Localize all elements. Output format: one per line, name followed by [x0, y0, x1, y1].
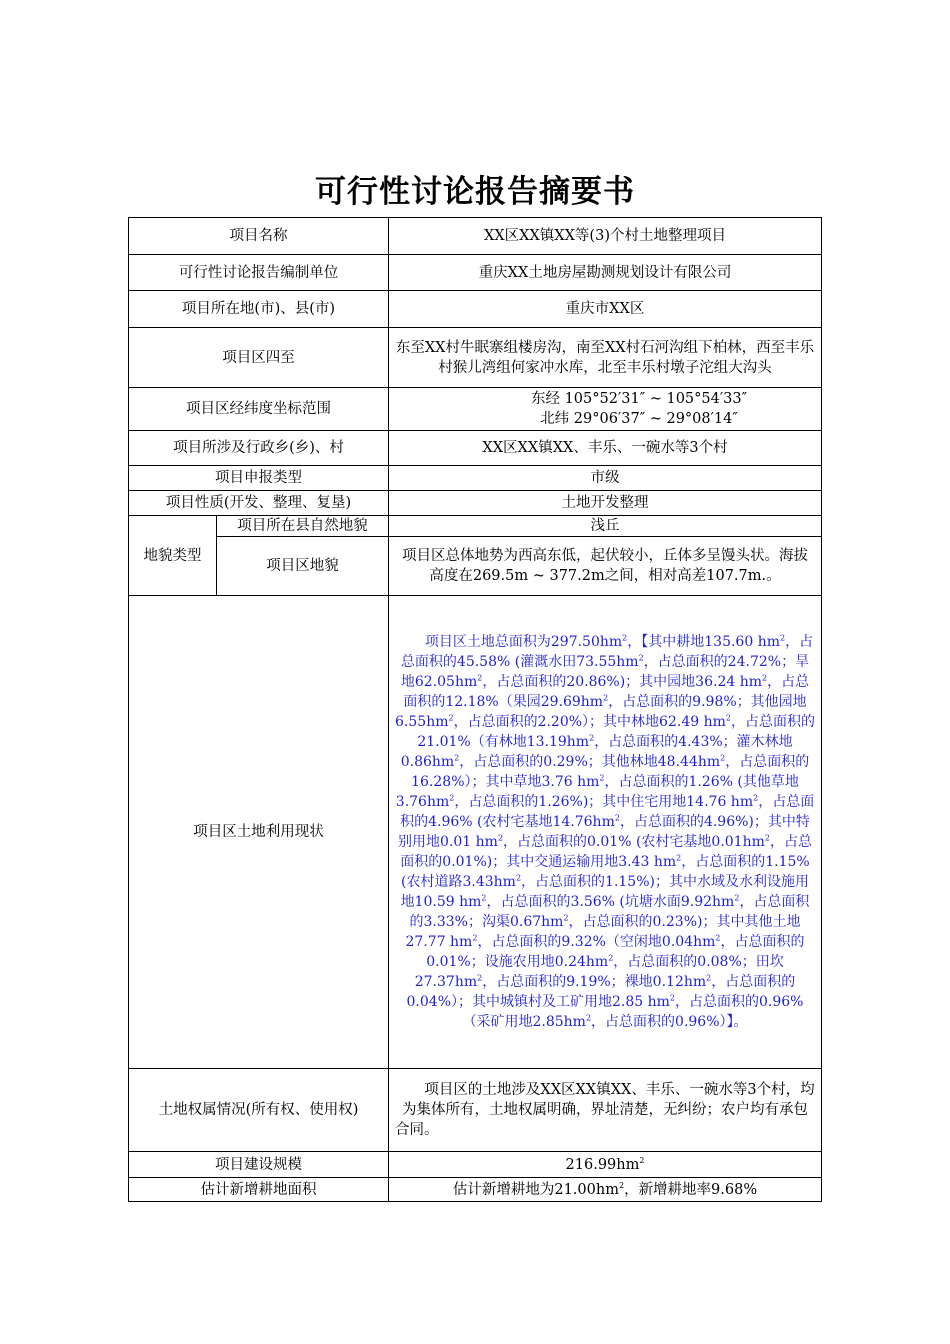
unit-superscript: 2 [603, 693, 609, 703]
row-landform-area [129, 537, 822, 596]
value-new-farmland [389, 1178, 822, 1202]
value-project-nature: 土地开发整理 [389, 491, 822, 516]
unit-superscript: 2 [454, 753, 460, 763]
land-use-segment: ，占总面积的0.96%（采矿用地2.85hm [462, 994, 804, 1030]
value-land-use [389, 596, 822, 1069]
latitude-range: 北纬 29°06′37″ ~ 29°08′14″ [540, 411, 738, 427]
document-title: 可行性讨论报告摘要书 [315, 174, 635, 210]
land-use-segment: ，占总面积的0.01% (农村宅基地0.01hm [503, 834, 765, 850]
land-use-segment: ，占总面积的0.08%；田坎27.37hm [414, 954, 784, 990]
unit-superscript: 2 [449, 793, 455, 803]
row-land-use [129, 596, 822, 1069]
label-location: 项目所在地(市)、县(市) [129, 291, 389, 328]
land-use-segment: ，占总面积的2.20%）；其中林地62.49 hm [453, 714, 726, 730]
unit-superscript: 2 [676, 853, 682, 863]
new-farmland-unit-sup: 2 [618, 1180, 625, 1190]
land-use-segment: ，占总面积的3.33%；沟渠0.67hm [409, 894, 810, 930]
label-project-nature: 项目性质(开发、整理、复垦) [129, 491, 389, 516]
label-area-landform: 项目区地貌 [217, 537, 389, 596]
land-use-segment: ，占总面积的9.19%；裸地0.12hm [482, 974, 707, 990]
unit-superscript: 2 [622, 633, 628, 643]
land-use-segment: ，占总面积的9.32%（空闲地0.04hm [477, 934, 716, 950]
unit-superscript: 2 [563, 913, 569, 923]
label-project-name: 项目名称 [129, 218, 389, 255]
label-coordinates: 项目区经纬度坐标范围 [129, 388, 389, 431]
unit-superscript: 2 [608, 953, 614, 963]
land-use-segment: ，占总面积的0.96%）】。 [591, 1014, 748, 1030]
land-use-segment: ，占总面积的1.26% (其他草地3.76hm [395, 774, 799, 810]
unit-superscript: 2 [477, 973, 483, 983]
unit-superscript: 2 [585, 1013, 592, 1023]
unit-superscript: 2 [515, 873, 522, 883]
unit-superscript: 2 [477, 673, 483, 683]
new-farmland-area: 估计新增耕地为21.00hm [452, 1181, 619, 1198]
unit-superscript: 2 [706, 973, 712, 983]
label-boundary: 项目区四至 [129, 328, 389, 388]
unit-superscript: 2 [481, 893, 487, 903]
land-use-segment: ，占总面积的16.28%）；其中草地3.76 hm [411, 754, 810, 790]
land-use-segment: ，占总面积的1.15%)；其中水域及水利设施用地10.59 hm [400, 874, 809, 910]
land-use-segment: 项目区土地总面积为297.50hm [424, 634, 623, 650]
land-use-segment: ，占总面积的4.96%)；其中特别用地0.01 hm [398, 814, 810, 850]
row-build-scale [129, 1152, 822, 1178]
land-use-paragraph [395, 632, 815, 1032]
land-use-segment: ，占总面积的0.29%；其他林地48.44hm [459, 754, 721, 770]
unit-superscript: 2 [764, 833, 770, 843]
row-declare-type [129, 466, 822, 491]
label-admin-villages: 项目所涉及行政乡(乡)、村 [129, 431, 389, 466]
build-scale-number: 216.99hm [565, 1156, 640, 1173]
new-farmland-rate: ，新增耕地率9.68% [624, 1181, 758, 1198]
unit-superscript: 2 [472, 933, 478, 943]
unit-superscript: 2 [725, 713, 731, 723]
value-area-landform: 项目区总体地势为西高东低，起伏较小，丘体多呈馒头状。海拔高度在269.5m ~ 377.2m之间，相对高差107.7m.。 [389, 537, 822, 596]
row-project-nature [129, 491, 822, 516]
land-use-segment: ，占总面积的3.56% (坑塘水面9.92hm [486, 894, 735, 910]
build-scale-unit-sup: 2 [639, 1155, 645, 1165]
row-compile-unit [129, 255, 822, 291]
unit-superscript: 2 [720, 753, 726, 763]
unit-superscript: 2 [762, 673, 768, 683]
label-compile-unit: 可行性讨论报告编制单位 [129, 255, 389, 291]
unit-superscript: 2 [734, 893, 740, 903]
row-landform-county [129, 516, 822, 537]
unit-superscript: 2 [780, 633, 786, 643]
land-use-segment: ，占总面积的20.86%)；其中园地36.24 hm [482, 674, 763, 690]
value-admin-villages: XX区XX镇XX、丰乐、一碗水等3个村 [389, 431, 822, 466]
label-county-landform: 项目所在县自然地貌 [217, 516, 389, 537]
summary-table [128, 217, 822, 1202]
label-ownership: 土地权属情况(所有权、使用权) [129, 1069, 389, 1152]
land-use-segment: ，占总面积的1.26%)；其中住宅用地14.76 hm [454, 794, 754, 810]
longitude-range: 东经 105°52′31″ ~ 105°54′33″ [530, 391, 748, 407]
label-land-use: 项目区土地利用现状 [129, 596, 389, 1069]
row-admin-villages [129, 431, 822, 466]
land-use-segment: ，占总面积的0.23%)；其中其他土地27.77 hm [405, 914, 801, 950]
value-project-name: XX区XX镇XX等(3)个村土地整理项目 [389, 218, 822, 255]
row-new-farmland [129, 1178, 822, 1202]
row-coordinates [129, 388, 822, 431]
unit-superscript: 2 [497, 833, 504, 843]
value-boundary: 东至XX村牛眠寨组楼房沟，南至XX村石河沟组下柏林，西至丰乐村猴儿湾组何家冲水库，北至丰乐村墩子沱组大沟头 [389, 328, 822, 388]
value-county-landform: 浅丘 [389, 516, 822, 537]
row-location [129, 291, 822, 328]
land-use-segment: ，占总面积的1.15% (农村道路3.43hm [401, 854, 810, 890]
land-use-segment: ，占总面积的4.96% (农村宅基地14.76hm [400, 794, 815, 830]
unit-superscript: 2 [599, 773, 605, 783]
unit-superscript: 2 [614, 813, 620, 823]
unit-superscript: 2 [638, 653, 644, 663]
label-build-scale: 项目建设规模 [129, 1152, 389, 1178]
land-use-segment: ，占总面积的12.18%（果园29.69hm [403, 674, 810, 710]
land-use-segment: ，占总面积的24.72%；旱地62.05hm [400, 654, 810, 690]
land-use-segment: ，【其中耕地135.60 hm [627, 634, 780, 650]
row-boundary [129, 328, 822, 388]
land-use-segment: ，占总面积的45.58% (灌溉水田73.55hm [400, 634, 814, 670]
land-use-segment: ，占总面积的9.98%；其他园地6.55hm [395, 694, 807, 730]
value-location: 重庆市XX区 [389, 291, 822, 328]
value-declare-type: 市级 [389, 466, 822, 491]
unit-superscript: 2 [448, 713, 454, 723]
unit-superscript: 2 [589, 733, 595, 743]
value-coordinates [389, 388, 822, 431]
unit-superscript: 2 [715, 933, 721, 943]
unit-superscript: 2 [753, 793, 759, 803]
row-project-name [129, 218, 822, 255]
land-use-segment: ，占总面积的0.01%)；其中交通运输用地3.43 hm [400, 834, 812, 870]
label-new-farmland: 估计新增耕地面积 [129, 1178, 389, 1202]
label-declare-type: 项目申报类型 [129, 466, 389, 491]
label-landform: 地貌类型 [129, 516, 217, 596]
land-use-segment: ，占总面积的0.04%）；其中城镇村及工矿用地2.85 hm [406, 974, 796, 1010]
unit-superscript: 2 [669, 993, 675, 1003]
value-ownership: 项目区的土地涉及XX区XX镇XX、丰乐、一碗水等3个村，均为集体所有，土地权属明确，界址清楚，无纠纷；农户均有承包合同。 [389, 1069, 822, 1152]
land-use-segment: ，占总面积的21.01%（有林地13.19hm [417, 714, 815, 750]
row-ownership [129, 1069, 822, 1152]
land-use-segment: ，占总面积的4.43%；灌木林地0.86hm [400, 734, 793, 770]
value-build-scale [389, 1152, 822, 1178]
value-compile-unit: 重庆XX土地房屋勘测规划设计有限公司 [389, 255, 822, 291]
land-use-segment: ，占总面积的0.01%；设施农用地0.24hm [426, 934, 805, 970]
